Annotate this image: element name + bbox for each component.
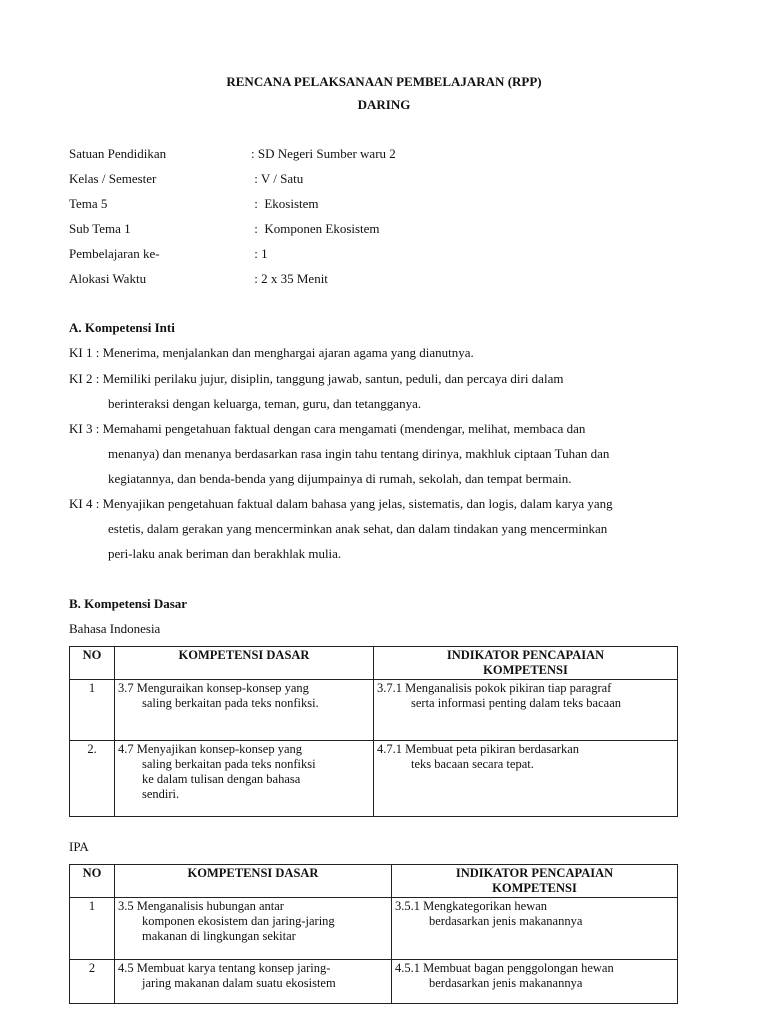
subject-bahasa-label: Bahasa Indonesia <box>69 621 161 636</box>
row-no: 1 <box>70 898 115 960</box>
ki-2 <box>69 366 709 416</box>
ipk-text: 4.7.1 Membuat peta pikiran berdasarkan <box>377 742 580 756</box>
kd-text: 4.5 Membuat karya tentang konsep jaring- <box>118 961 331 975</box>
row-no: 2. <box>70 741 115 817</box>
table-header-row <box>70 647 678 680</box>
table-header-row <box>70 865 678 898</box>
row-no: 2 <box>70 960 115 1004</box>
identity-row-satuan <box>69 145 689 163</box>
ipk-text: 4.5.1 Membuat bagan penggolongan hewan <box>395 961 614 975</box>
ki-text-continued: peri-laku anak beriman dan berakhlak mulia. <box>108 546 342 561</box>
ipk-text-continued: serta informasi penting dalam teks bacaan <box>411 696 621 710</box>
col-header-kd: KOMPETENSI DASAR <box>115 865 392 898</box>
identity-label: Tema 5 <box>69 196 108 211</box>
identity-value: : 2 x 35 Menit <box>251 271 328 286</box>
identity-label: Pembelajaran ke- <box>69 246 160 261</box>
kd-text-continued: makanan di lingkungan sekitar <box>142 929 296 943</box>
subject-ipa-label: IPA <box>69 839 89 854</box>
row-kd <box>115 680 374 741</box>
row-no: 1 <box>70 680 115 741</box>
col-header-no: NO <box>70 647 115 680</box>
table-row <box>70 680 678 741</box>
table-row <box>70 898 678 960</box>
identity-row-alokasi <box>69 270 689 288</box>
identity-value: : 1 <box>251 246 268 261</box>
identity-value: : Ekosistem <box>251 196 319 211</box>
row-ipk <box>392 898 678 960</box>
identity-row-tema <box>69 195 689 213</box>
table-ipa <box>69 864 678 1004</box>
identity-label: Satuan Pendidikan <box>69 146 167 161</box>
row-kd <box>115 898 392 960</box>
ki-text-continued: kegiatannya, dan benda-benda yang dijumpainya di rumah, sekolah, dan tempat bermain. <box>108 471 572 486</box>
row-kd <box>115 960 392 1004</box>
identity-value: : V / Satu <box>251 171 304 186</box>
ki-1 <box>69 340 709 365</box>
ki-text-continued: berinteraksi dengan keluarga, teman, guru, dan tetangganya. <box>108 396 422 411</box>
row-ipk <box>392 960 678 1004</box>
col-header-kd: KOMPETENSI DASAR <box>115 647 374 680</box>
ipk-text: 3.7.1 Menganalisis pokok pikiran tiap paragraf <box>377 681 612 695</box>
identity-label: Kelas / Semester <box>69 171 157 186</box>
ki-text: KI 3 : Memahami pengetahuan faktual dengan cara mengamati (mendengar, melihat, membaca dan <box>69 421 586 436</box>
ki-text: KI 1 : Menerima, menjalankan dan menghargai ajaran agama yang dianutnya. <box>69 345 474 360</box>
kd-text-continued: jaring makanan dalam suatu ekosistem <box>142 976 336 990</box>
kd-text-continued: komponen ekosistem dan jaring-jaring <box>142 914 335 928</box>
identity-row-subtema <box>69 220 689 238</box>
identity-label: Alokasi Waktu <box>69 271 147 286</box>
table-row <box>70 741 678 817</box>
ipk-text-continued: berdasarkan jenis makanannya <box>429 976 583 990</box>
kd-text-continued: saling berkaitan pada teks nonfiksi <box>142 757 316 771</box>
ki-4 <box>69 491 709 566</box>
col-header-ipk <box>374 647 678 680</box>
ki-text-continued: estetis, dalam gerakan yang mencerminkan anak sehat, dan dalam tindakan yang mencerminkan <box>108 521 608 536</box>
kd-text: 3.7 Menguraikan konsep-konsep yang <box>118 681 309 695</box>
identity-value: : SD Negeri Sumber waru 2 <box>251 146 396 161</box>
ki-text: KI 4 : Menyajikan pengetahuan faktual dalam bahasa yang jelas, sistematis, dan logis, dalam karya yang <box>69 496 613 511</box>
col-header-ipk-line1: INDIKATOR PENCAPAIAN <box>455 866 614 880</box>
col-header-ipk-line1: INDIKATOR PENCAPAIAN <box>446 648 605 662</box>
section-a-heading: A. Kompetensi Inti <box>69 320 175 335</box>
row-ipk <box>374 680 678 741</box>
document-subtitle: DARING <box>357 97 411 112</box>
ipk-text: 3.5.1 Mengkategorikan hewan <box>395 899 548 913</box>
col-header-ipk-line2: KOMPETENSI <box>483 663 568 677</box>
ipk-text-continued: berdasarkan jenis makanannya <box>429 914 583 928</box>
ki-text: KI 2 : Memiliki perilaku jujur, disiplin, tanggung jawab, santun, peduli, dan percaya diri dalam <box>69 371 564 386</box>
identity-row-pembelajaran <box>69 245 689 263</box>
col-header-ipk-line2: KOMPETENSI <box>492 881 577 895</box>
kd-text-continued: saling berkaitan pada teks nonfiksi. <box>142 696 319 710</box>
kd-text: 3.5 Menganalisis hubungan antar <box>118 899 284 913</box>
identity-value: : Komponen Ekosistem <box>251 221 380 236</box>
identity-row-kelas <box>69 170 689 188</box>
col-header-no: NO <box>70 865 115 898</box>
row-kd <box>115 741 374 817</box>
col-header-ipk <box>392 865 678 898</box>
identity-label: Sub Tema 1 <box>69 221 131 236</box>
ki-text-continued: menanya) dan menanya berdasarkan rasa ingin tahu tentang dirinya, makhluk ciptaan Tuhan dan <box>108 446 610 461</box>
table-row <box>70 960 678 1004</box>
document-title: RENCANA PELAKSANAAN PEMBELAJARAN (RPP) <box>226 74 542 89</box>
row-ipk <box>374 741 678 817</box>
kd-text-continued: sendiri. <box>142 787 180 801</box>
kd-text: 4.7 Menyajikan konsep-konsep yang <box>118 742 302 756</box>
section-b-heading: B. Kompetensi Dasar <box>69 596 188 611</box>
table-bahasa-indonesia <box>69 646 678 817</box>
ipk-text-continued: teks bacaan secara tepat. <box>411 757 534 771</box>
ki-3 <box>69 416 709 491</box>
kd-text-continued: ke dalam tulisan dengan bahasa <box>142 772 301 786</box>
